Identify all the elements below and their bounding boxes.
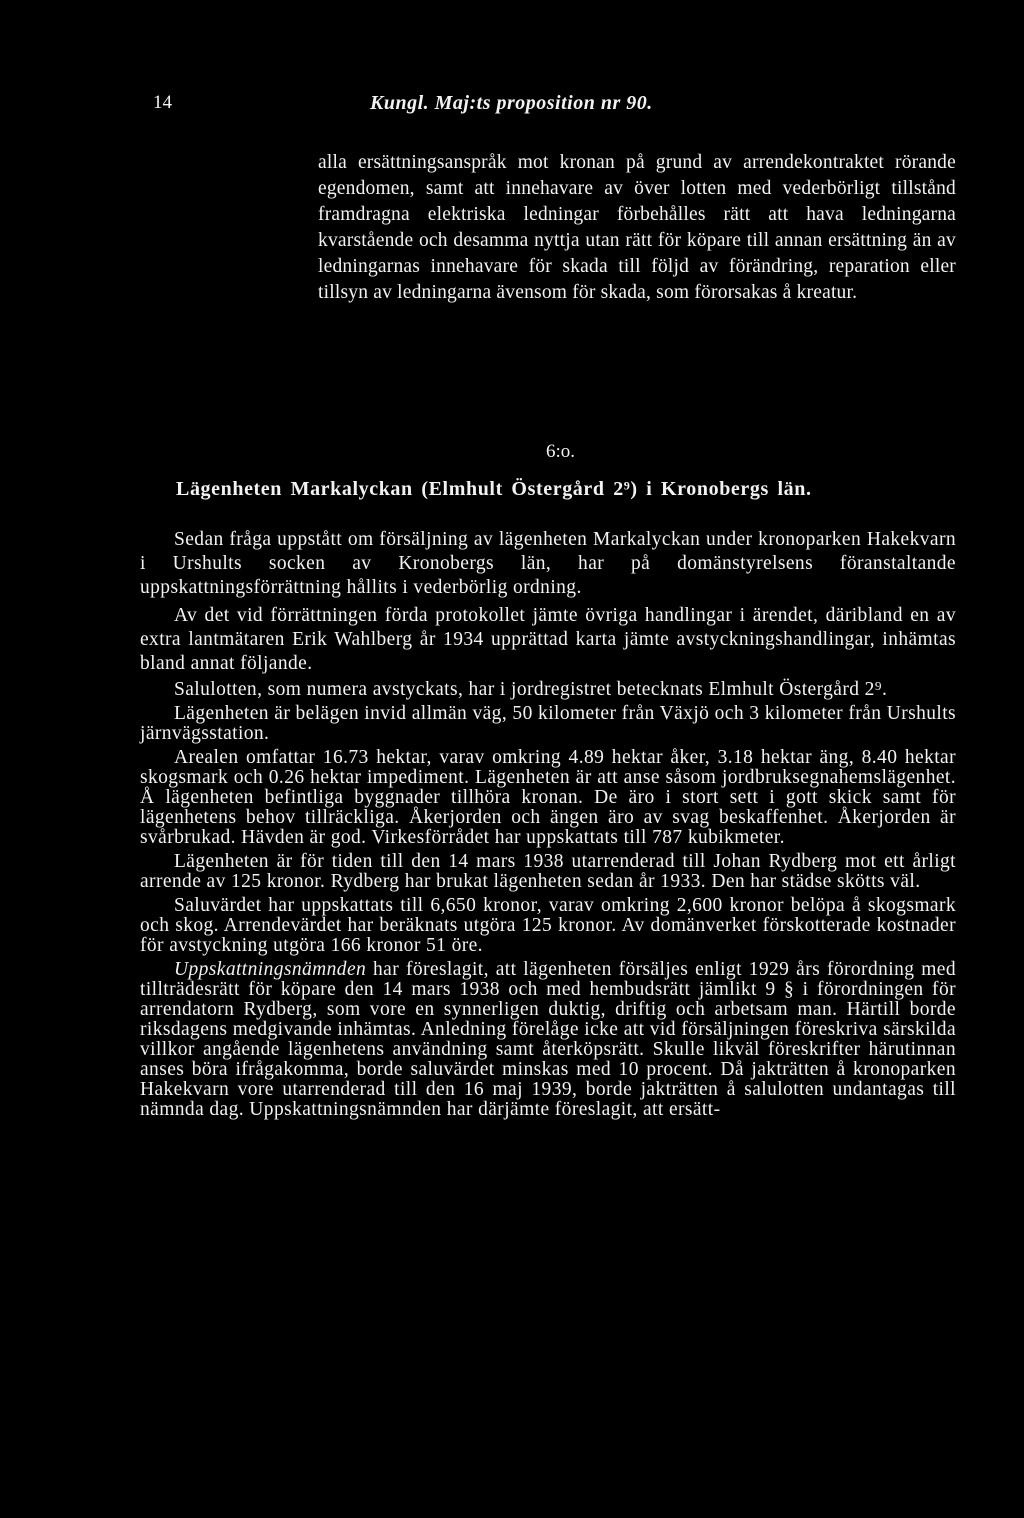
paragraph-salulotten: Salulotten, som numera avstyckats, har i jordregistret betecknats Elmhult Östergård 2⁹. [174,679,888,700]
paragraph-location: Lägenheten är belägen invid allmän väg, 50 kilometer från Växjö och 3 kilometer från Urshults järnvägsstation. [140,703,956,744]
running-head: Kungl. Maj:ts proposition nr 90. [370,92,653,114]
paragraph-area: Arealen omfattar 16.73 hektar, varav omkring 4.89 hektar åker, 3.18 hektar äng, 8.40 hektar skogsmark och 0.26 hektar impediment. Lägenheten är att anse såsom jordbruksegnahemslägenhet. Å lägenheten befintliga byggnader tillhöra kronan. De äro i stort sett i gott skick samt för lägenhetens behov tillräckliga. Åkerjorden och ängen äro av svag beskaffenhet. Åkerjorden är svårbrukad. Hävden är god. Virkesförrådet har uppskattats till 787 kubikmeter. [140,747,956,848]
proposal-text: har föreslagit, att lägenheten försäljes enligt 1929 års förordning med tillträdesrätt för köpare den 14 mars 1938 och med hembudsrätt jämlikt 9 § i förordningen för arrendatorn Rydberg, som vore en synnerligen duktig, driftig och arbetsam man. Härtill borde riksdagens medgivande inhämtas. Anledning förelåge icke att vid försäljningen föreskriva särskilda villkor angående lägenhetens användning samt återköpsrätt. Skulle likväl föreskrifter härutinnan anses böra ifrågakomma, borde saluvärdet minskas med 10 procent. Då jakträtten å kronoparken Hakekvarn vore utarrenderad till den 16 maj 1939, borde jakträtten å salulotten undantagas till nämnda dag. Uppskattningsnämnden har därjämte föreslagit, att ersätt- [140,959,956,1120]
proposal-lead: Uppskattningsnämnden [174,959,367,980]
section-title: Lägenheten Markalyckan (Elmhult Östergård 2⁹) i Kronobergs län. [176,478,812,500]
paragraph-protocol: Av det vid förrättningen förda protokollet jämte övriga handlingar i ärendet, däribland en av extra lantmätaren Erik Wahlberg år 1934 upprättad karta jämte avstyckningshandlingar, inhämtas bland annat följande. [140,605,956,674]
body-text [140,528,956,1124]
paragraph-sale-question: Sedan fråga uppstått om försäljning av lägenheten Markalyckan under kronoparken Hakekvarn i Urshults socken av Kronobergs län, har på domänstyrelsens föranstaltande uppskattningsförrättning hållits i vederbörlig ordning. [140,529,956,598]
page-number: 14 [153,92,172,113]
intro-paragraph: alla ersättningsanspråk mot kronan på grund av arrendekontraktet rörande egendomen, samt att innehavare av över lotten med vederbörligt tillstånd framdragna elektriska ledningar förbehålles rätt att hava ledningarna kvarstående och desamma nyttja utan rätt för köpare till annan ersättning än av ledningarnas innehavare för skada till följd av förändring, reparation eller tillsyn av ledningarna ävensom för skada, som förorsakas å kreatur. [318,152,956,303]
paragraph-sale-value: Saluvärdet har uppskattats till 6,650 kronor, varav omkring 2,600 kronor belöpa å skogsmark och skog. Arrendevärdet har beräknats utgöra 125 kronor. Av domänverket förskotterade kostnader för avstyckning utgöra 166 kronor 51 öre. [140,895,956,956]
paragraph-proposal [140,960,956,1120]
paragraph-lease: Lägenheten är för tiden till den 14 mars 1938 utarrenderad till Johan Rydberg mot ett årligt arrende av 125 kronor. Rydberg har brukat lägenheten sedan år 1933. Den har städse skötts väl. [140,851,956,892]
section-number: 6:o. [546,441,576,462]
